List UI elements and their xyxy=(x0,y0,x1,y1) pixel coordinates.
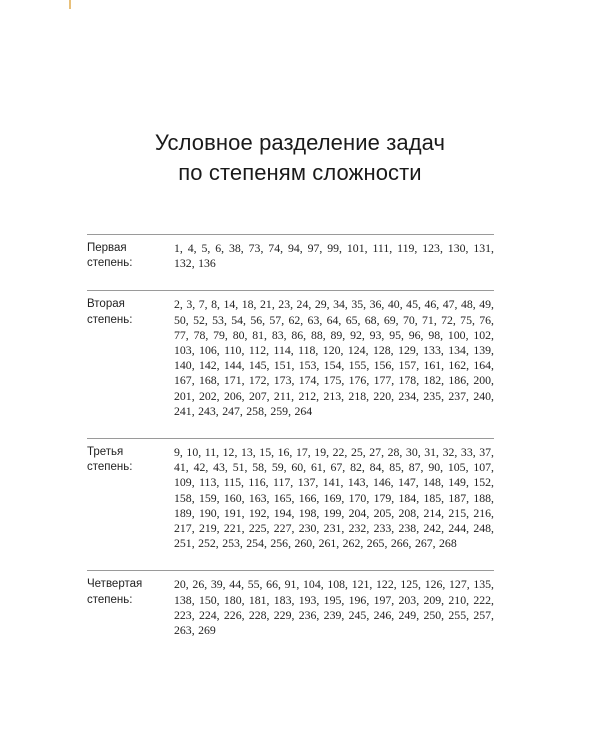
difficulty-level-3 xyxy=(87,438,494,551)
page-corner-mark xyxy=(69,0,71,9)
level-label-line-1: Первая xyxy=(87,242,127,254)
level-label-line-2: степень: xyxy=(87,593,133,606)
level-label xyxy=(87,577,173,607)
level-label-line-1: Вторая xyxy=(87,298,125,311)
page-title xyxy=(0,128,600,188)
page-title-line-2: по степеням сложности xyxy=(178,159,422,185)
level-label xyxy=(87,445,173,475)
level-label-line-1: Третья xyxy=(87,446,124,459)
difficulty-level-2 xyxy=(87,290,494,419)
level-problem-numbers: 1, 4, 5, 6, 38, 73, 74, 94, 97, 99, 101, 111, 119, 123, 130, 131, 132, 136 xyxy=(174,241,494,271)
level-label-line-2: степень: xyxy=(87,313,133,326)
level-label xyxy=(87,297,173,327)
level-problem-numbers: 20, 26, 39, 44, 55, 66, 91, 104, 108, 121, 122, 125, 126, 127, 135, 138, 150, 180, 181, 183, 193, 195, 196, 197, 203, 209, 210, 222, 223, 224, 226, 228, 229, 236, 239, 245, 246, 249, 250, 255, 257, 263, 269 xyxy=(174,577,494,638)
level-label xyxy=(87,241,173,271)
page-title-line-1: Условное разделение задач xyxy=(154,129,446,155)
level-label-line-2: степень: xyxy=(87,257,133,270)
level-problem-numbers: 9, 10, 11, 12, 13, 15, 16, 17, 19, 22, 25, 27, 28, 30, 31, 32, 33, 37, 41, 42, 43, 51, 58, 59, 60, 61, 67, 82, 84, 85, 87, 90, 105, 107, 109, 113, 115, 116, 117, 137, 141, 143, 146, 147, 148, 149, 152, 158, 159, 160, 163, 165, 166, 169, 170, 179, 184, 185, 187, 188, 189, 190, 191, 192, 194, 198, 199, 204, 205, 208, 214, 215, 216, 217, 219, 221, 225, 227, 230, 231, 232, 233, 238, 242, 244, 248, 251, 252, 253, 254, 256, 260, 261, 262, 265, 266, 267, 268 xyxy=(174,445,494,551)
difficulty-level-4 xyxy=(87,570,494,638)
level-label-line-1: Четвертая xyxy=(87,578,143,591)
difficulty-levels-list xyxy=(87,234,494,638)
level-label-line-2: степень: xyxy=(87,461,133,474)
difficulty-level-1 xyxy=(87,234,494,271)
level-problem-numbers: 2, 3, 7, 8, 14, 18, 21, 23, 24, 29, 34, 35, 36, 40, 45, 46, 47, 48, 49, 50, 52, 53, 54, 56, 57, 62, 63, 64, 65, 68, 69, 70, 71, 72, 75, 76, 77, 78, 79, 80, 81, 83, 86, 88, 89, 92, 93, 95, 96, 98, 100, 102, 103, 106, 110, 112, 114, 118, 120, 124, 128, 129, 133, 134, 139, 140, 142, 144, 145, 151, 153, 154, 155, 156, 157, 161, 162, 164, 167, 168, 171, 172, 173, 174, 175, 176, 177, 178, 182, 186, 200, 201, 202, 206, 207, 211, 212, 213, 218, 220, 234, 235, 237, 240, 241, 243, 247, 258, 259, 264 xyxy=(174,297,494,418)
